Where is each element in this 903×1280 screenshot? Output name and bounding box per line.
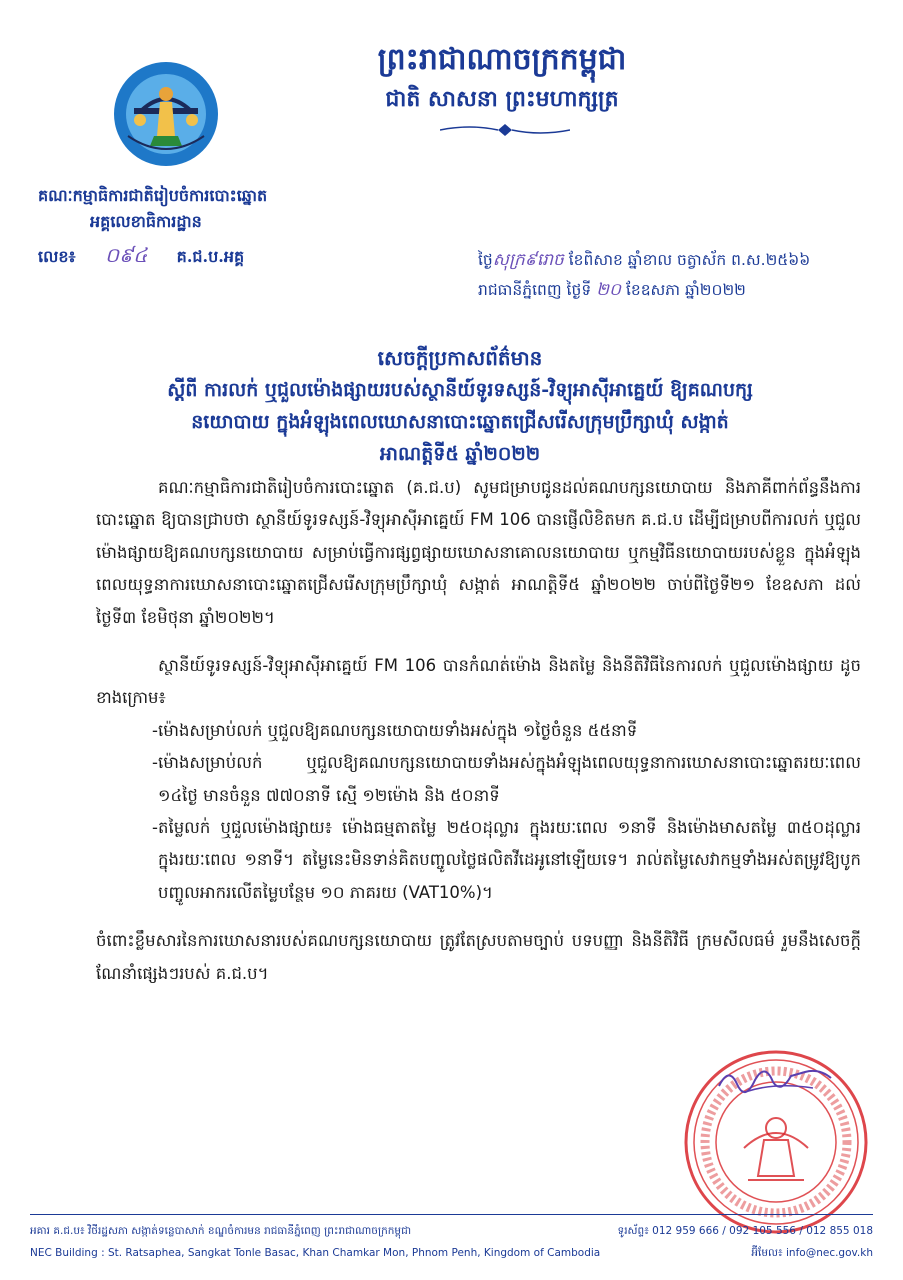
heading-ornament: [440, 122, 570, 138]
address-khmer: អគារ គ.ជ.ប៖ វិថីរដ្ឋសភា សង្កាត់ទន្លេបាសាក់ ខណ្ឌចំការមន រាជធានីភ្នំពេញ ព្រះរាជាណាចក្រកម្ពុជា: [30, 1225, 412, 1237]
lunar-date-line: ថ្ងៃសុក្រ៩រោច ខែពិសាខ ឆ្នាំខាល ចត្វាស័ក ព.ស.២៥៦៦: [478, 250, 811, 270]
date-block: [478, 245, 878, 305]
bullet-list: [96, 715, 861, 909]
document-body: [96, 472, 861, 990]
handwritten-lunar-day: សុក្រ៩រោច: [492, 250, 564, 270]
nec-emblem-logo: [112, 58, 220, 170]
phone-info: ទូរស័ព្ទ៖ 012 959 666 / 092 105 556 / 012 855 018: [617, 1225, 873, 1237]
org-name: គណៈកម្មាធិការជាតិរៀបចំការបោះឆ្នោត: [38, 186, 268, 205]
ref-label: លេខ៖: [38, 247, 76, 266]
footer-divider: [30, 1214, 873, 1215]
ref-suffix: គ.ជ.ប.អគ្គ: [176, 247, 245, 266]
kingdom-heading: [352, 38, 652, 116]
reference-line: [38, 242, 244, 272]
paragraph-1: គណៈកម្មាធិការជាតិរៀបចំការបោះឆ្នោត (គ.ជ.ប) សូមជម្រាបជូនដល់គណបក្សនយោបាយ និងភាគីពាក់ព័ន្ធនឹងការបោះឆ្នោត ឱ្យបានជ្រាបថា ស្ថានីយ៍ទូរទស្សន៍-វិទ្យុអាស៊ីអាគ្នេយ៍ FM 106 បានផ្ញើលិខិតមក គ.ជ.ប ដើម្បីជម្រាបពីការលក់ ឬជួលម៉ោងផ្សាយឱ្យគណបក្សនយោបាយ សម្រាប់ធ្វើការផ្សព្វផ្សាយឃោសនាគោលនយោបាយ ឬកម្មវិធីនយោបាយរបស់ខ្លួន ក្នុងអំឡុងពេលយុទ្ធនាការឃោសនាបោះឆ្នោតជ្រើសរើសក្រុមប្រឹក្សាឃុំ សង្កាត់ អាណត្តិទី៥ ឆ្នាំ២០២២ ចាប់ពីថ្ងៃទី២១ ខែឧសភា ដល់ថ្ងៃទី៣ ខែមិថុនា ឆ្នាំ២០២២។: [96, 478, 861, 627]
footer: [30, 1220, 873, 1264]
list-item: - តម្លៃលក់ ឬជួលម៉ោងផ្សាយ៖ ម៉ោងធម្មតាតម្លៃ ២៥០ដុល្លារ ក្នុងរយៈពេល ១នាទី និងម៉ោងមាសតម្លៃ ៣៥០ដុល្លារ ក្នុងរយៈពេល ១នាទី។ តម្លៃនេះមិនទាន់គិតបញ្ចូលថ្លៃផលិតវីដេអូនៅឡើយទេ។ រាល់តម្លៃសេវាកម្មទាំងអស់តម្រូវឱ្យបូកបញ្ចូលអាករលើតម្លៃបន្ថែម ១០ ភាគរយ (VAT10%)។: [96, 812, 861, 909]
title-line-2: ស្តីពី ការលក់ ឬជួលម៉ោងផ្សាយរបស់ស្ថានីយ៍ទូរទស្សន៍-វិទ្យុអាស៊ីអាគ្នេយ៍ ឱ្យគណបក្ស: [167, 379, 753, 401]
address-english: NEC Building : St. Ratsaphea, Sangkat Tonle Basac, Khan Chamkar Mon, Phnom Penh, Kingdom of Cambodia: [30, 1247, 601, 1259]
org-department: អគ្គលេខាធិការដ្ឋាន: [90, 212, 202, 231]
handwritten-signature: [715, 1058, 835, 1098]
organization-heading: [38, 183, 358, 235]
title-line-3: នយោបាយ ក្នុងអំឡុងពេលឃោសនាបោះឆ្នោតជ្រើសរើសក្រុមប្រឹក្សាឃុំ សង្កាត់: [191, 411, 729, 433]
email-info: អ៊ីមែល៖ info@nec.gov.kh: [751, 1247, 873, 1259]
document-title: [70, 342, 850, 470]
solar-date-line: រាជធានីភ្នំពេញ ថ្ងៃទី ២០ ខែឧសភា ឆ្នាំ២០២២: [478, 280, 746, 300]
paragraph-2: ស្ថានីយ៍ទូរទស្សន៍-វិទ្យុអាស៊ីអាគ្នេយ៍ FM 106 បានកំណត់ម៉ោង និងតម្លៃ និងនីតិវិធីនៃការលក់ ឬជួលម៉ោងផ្សាយ ដូចខាងក្រោម៖: [96, 656, 861, 708]
phone-numbers: 012 959 666 / 092 105 556 / 012 855 018: [652, 1225, 873, 1237]
email-link[interactable]: info@nec.gov.kh: [786, 1247, 873, 1259]
handwritten-day: ២០: [596, 280, 621, 300]
list-item: - ម៉ោងសម្រាប់លក់ ឬជួលឱ្យគណបក្សនយោបាយទាំងអស់ក្នុងអំឡុងពេលយុទ្ធនាការឃោសនាបោះឆ្នោតរយៈពេល ១៤ថ្ងៃ មានចំនួន ៧៧០នាទី ស្មើ ១២ម៉ោង និង ៥០នាទី: [96, 747, 861, 812]
ref-number: ០៩៤: [104, 243, 148, 267]
kingdom-title: ព្រះរាជាណាចក្រកម្ពុជា: [377, 42, 627, 77]
title-line-4: អាណត្តិទី៥ ឆ្នាំ២០២២: [379, 443, 541, 465]
title-line-1: សេចក្តីប្រកាសព័ត៌មាន: [377, 346, 543, 370]
list-item: - ម៉ោងសម្រាប់លក់ ឬជួលឱ្យគណបក្សនយោបាយទាំងអស់ក្នុង ១ថ្ងៃចំនួន ៥៥នាទី: [96, 715, 861, 747]
national-motto: ជាតិ សាសនា ព្រះមហាក្សត្រ: [385, 86, 619, 112]
paragraph-3: ចំពោះខ្លឹមសារនៃការឃោសនារបស់គណបក្សនយោបាយ ត្រូវតែស្របតាមច្បាប់ បទបញ្ញា និងនីតិវិធី ក្រមសីលធម៌ រួមនឹងសេចក្តីណែនាំផ្សេងៗរបស់ គ.ជ.ប។: [96, 931, 861, 983]
